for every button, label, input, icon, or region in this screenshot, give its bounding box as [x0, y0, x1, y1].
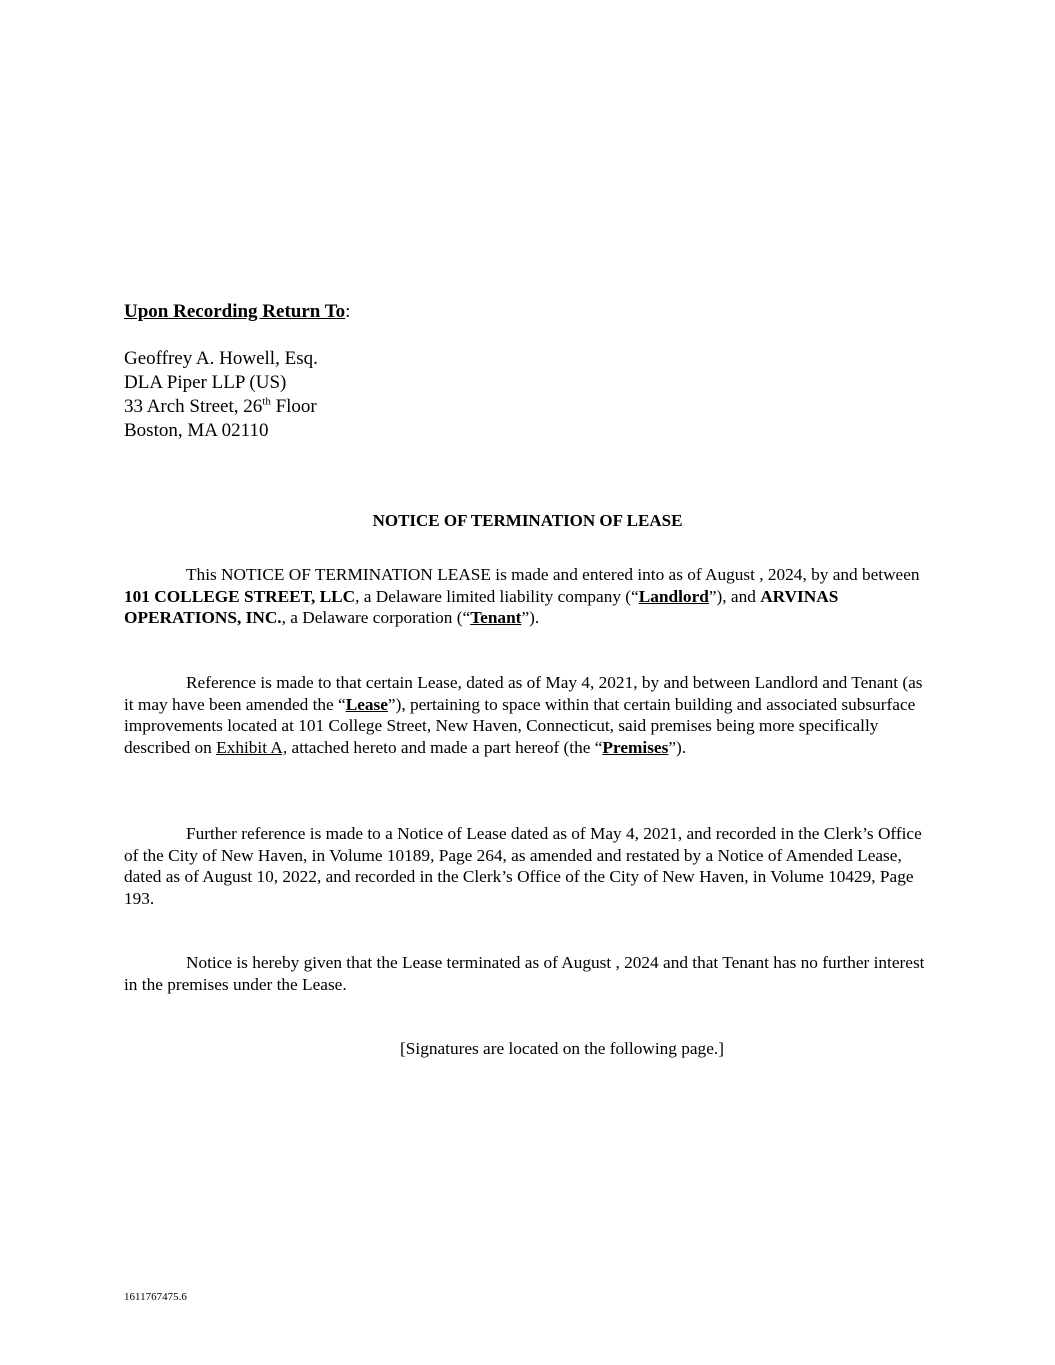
p3-text: Further reference is made to a Notice of Lease dated as of May 4, 2021, and recorded in the Clerk’s Office of the City of New Haven, in Volume 10189, Page 264, as amended and restated by a Notice of Amended Lease, dated as of August 10, 2022, and recorded in the Clerk’s Office of the City of New Haven, in Volume 10429, Page 193. [124, 824, 922, 908]
address-street-prefix: 33 Arch Street, 26 [124, 396, 263, 417]
paragraph-parties [124, 564, 930, 629]
paragraph-recording-reference [124, 823, 930, 909]
p2-text-4: ”). [668, 737, 687, 757]
premises-defined-term: Premises [602, 737, 669, 757]
p1-text-5: ”). [521, 608, 540, 628]
address-street-suffix: Floor [270, 396, 317, 417]
address-city: Boston, MA 02110 [124, 420, 269, 441]
p1-text-4: , a Delaware corporation (“ [281, 608, 471, 628]
landlord-entity: 101 COLLEGE STREET, LLC [124, 586, 356, 606]
landlord-defined-term: Landlord [638, 586, 709, 606]
document-title: NOTICE OF TERMINATION OF LEASE [372, 511, 683, 530]
paragraph-termination-notice [124, 952, 930, 995]
address-street [124, 395, 318, 419]
p2-text-2: ”), pertaining to space within that certain building and associated subsurface improvements located at 101 College Street, New Haven, Connecticut, said premises being more specifically described on [124, 694, 916, 757]
p1-text-1: This NOTICE OF TERMINATION LEASE is made and entered into as of August , 2024, by and between [186, 565, 920, 584]
address-firm: DLA Piper LLP (US) [124, 372, 287, 393]
document-id: 1611767475.6 [124, 1291, 187, 1303]
return-to-heading [124, 300, 350, 324]
p2-text-1: Reference is made to that certain Lease, dated as of May 4, 2021, by and between Landlord and Tenant (as it may have been amended the “ [124, 673, 923, 714]
address-street-ordinal: th [262, 395, 271, 408]
tenant-defined-term: Tenant [470, 608, 522, 628]
signature-note: [Signatures are located on the following page.] [400, 1039, 724, 1058]
p2-text-3: attached hereto and made a part hereof (the “ [287, 737, 603, 757]
return-to-colon: : [345, 301, 351, 322]
tenant-entity: ARVINAS OPERATIONS, INC. [124, 586, 839, 628]
return-address [124, 347, 318, 443]
p1-text-3: ”), and [708, 586, 761, 606]
paragraph-lease-reference [124, 672, 930, 758]
address-name: Geoffrey A. Howell, Esq. [124, 348, 318, 369]
return-to-label: Upon Recording Return To [124, 301, 346, 322]
p4-text: Notice is hereby given that the Lease terminated as of August , 2024 and that Tenant has no further interest in the premises under the Lease. [124, 953, 925, 994]
exhibit-a-reference: Exhibit A, [216, 737, 288, 757]
lease-defined-term: Lease [345, 694, 388, 714]
p1-text-2: , a Delaware limited liability company (“ [355, 586, 639, 606]
